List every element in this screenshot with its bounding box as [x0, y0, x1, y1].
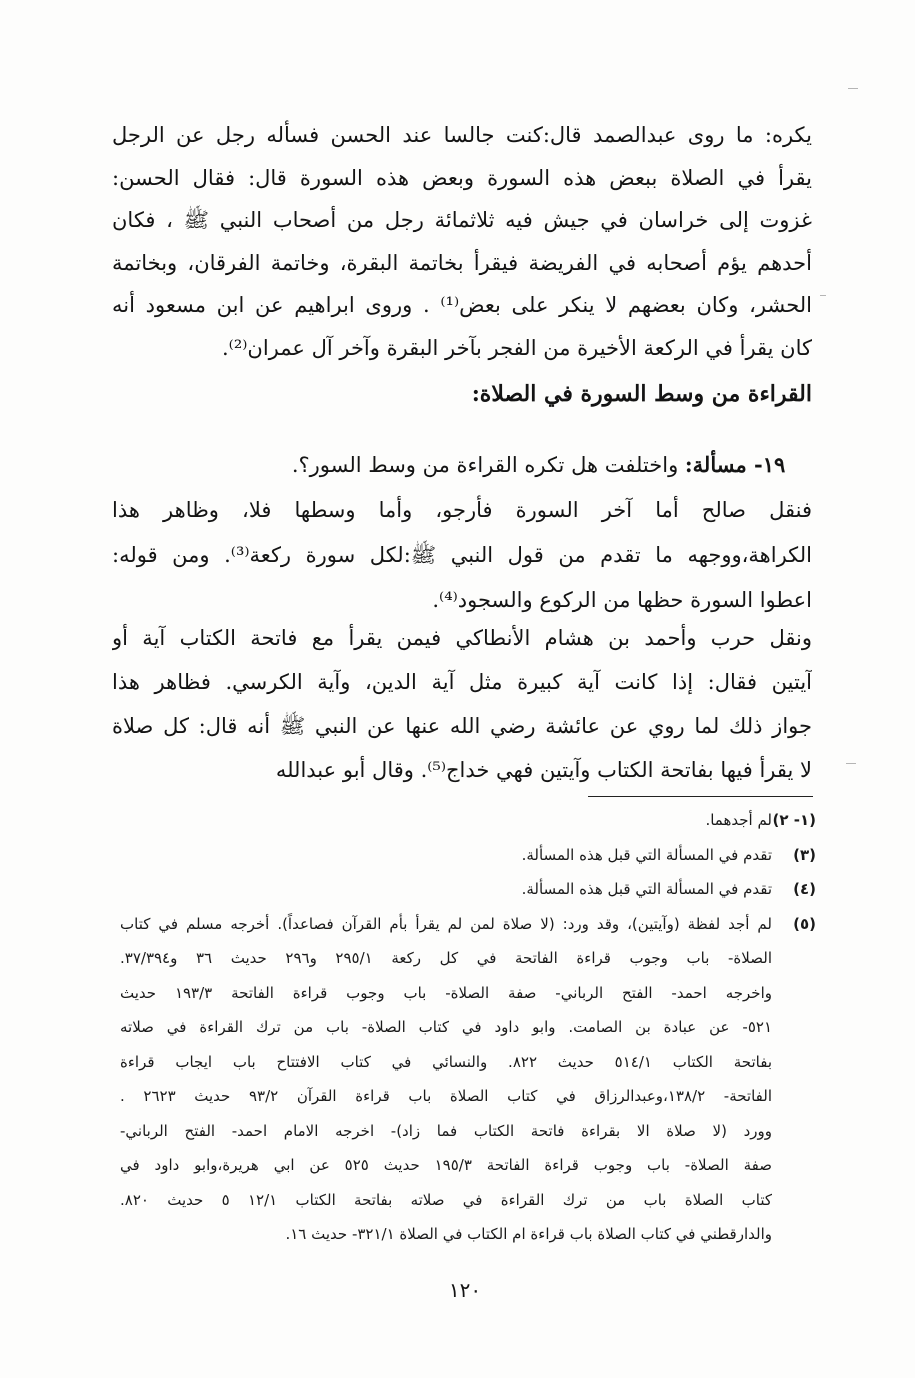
- text-line: يقرأ في الصلاة ببعض هذه السورة وبعض هذه السورة قال: فقال الحسن:: [112, 165, 812, 190]
- footnote-line: الفاتحة- ١٣٨/٢،وعبدالرزاق في كتاب الصلاة باب قراءة القرآن ٩٣/٢ حديث ٢٦٢٣ .: [120, 1087, 772, 1105]
- text-line: يكره: ما روى عبدالصمد قال:كنت جالسا عند الحسن فسأله رجل عن الرجل: [112, 123, 812, 147]
- footnote: [120, 907, 816, 1252]
- text-line: غزوت إلى خراسان في جيش فيه ثلاثمائة رجل من أصحاب النبي ﷺ ، فكان: [112, 208, 812, 232]
- text-line: جواز ذلك لما روي عن عائشة رضي الله عنها عن النبي ﷺ أنه قال: كل صلاة: [112, 714, 812, 738]
- question-number: ١٩- مسألة:: [684, 452, 786, 477]
- footnote-line: تقدم في المسألة التي قبل هذه المسألة.: [521, 880, 772, 898]
- text-line: أحدهم يؤم أصحابه في الفريضة فيقرأ بخاتمة البقرة، وخاتمة الفرقان، وبخاتمة: [112, 250, 812, 275]
- footnote-text: [120, 838, 772, 873]
- paragraph-1: [112, 114, 812, 369]
- footnote-line: والدارقطني في كتاب الصلاة باب قراءة ام الكتاب في الصلاة ٣٢١/١- حديث ١٦.: [285, 1225, 772, 1243]
- text-line: فنقل صالح أما آخر السورة فأرجو، وأما وسطها فلا، وظاهر هذا: [112, 498, 812, 522]
- text-line: الكراهة،ووجهه ما تقدم من قول النبي ﷺ:لكل سورة ركعة⁽³⁾. ومن قوله:: [112, 543, 812, 567]
- text-line: كان يقرأ في الركعة الأخيرة من الفجر بآخر البقرة وآخر آل عمران⁽²⁾.: [221, 335, 812, 360]
- footnote-number: (٣): [793, 845, 816, 864]
- scan-speck: [820, 295, 826, 296]
- footnote-number: (١- ٢): [772, 811, 816, 829]
- footnote-line: الصلاة- باب وجوب قراءة الفاتحة في كل ركعة ٢٩٥/١ و٢٩٦ حديث ٣٦ و٣٧/٣٩٤.: [120, 949, 772, 967]
- footnote-separator: [588, 796, 813, 797]
- scan-speck: [848, 88, 858, 89]
- text-line: [112, 442, 812, 488]
- text-line: الحشر، وكان بعضهم لا ينكر على بعض⁽¹⁾ . وروى ابراهيم عن ابن مسعود أنه: [112, 293, 812, 317]
- paragraph-3: [112, 616, 812, 792]
- page-number: ١٢٠: [448, 1278, 482, 1302]
- section-heading: القراءة من وسط السورة في الصلاة:: [471, 381, 812, 407]
- text-line: ونقل حرب وأحمد بن هشام الأنطاكي فيمن يقرأ مع فاتحة الكتاب آية أو: [112, 626, 812, 650]
- footnote-line: لم أجد لفظة (وآيتين)، وقد ورد: (لا صلاة لمن لم يقرأ بأم القرآن فصاعداً). أخرجه مسلم في كتاب: [120, 914, 772, 933]
- question-text: واختلفت هل تكره القراءة من وسط السور؟.: [291, 453, 679, 477]
- text-line: لا يقرأ فيها بفاتحة الكتاب وآيتين فهي خداج⁽⁵⁾. وقال أبو عبدالله: [275, 758, 812, 782]
- footnote-line: ٥٢١- عن عبادة بن الصامت. وابو داود في كتاب الصلاة- باب من ترك القراءة في صلاته: [120, 1018, 772, 1036]
- footnote-text: [120, 803, 772, 838]
- scan-speck: [846, 763, 856, 764]
- footnote-line: صفة الصلاة- باب وجوب قراءة الفاتحة ١٩٥/٣ حديث ٥٢٥ عن ابي هريرة،وابو داود في: [120, 1156, 772, 1174]
- footnote-number: (٤): [793, 880, 816, 898]
- footnote-line: بفاتحة الكتاب ٥١٤/١ حديث ٨٢٢. والنسائي في كتاب الافتتاح باب ايجاب قراءة: [120, 1052, 772, 1071]
- paragraph-2: [112, 442, 812, 623]
- footnote-number: (٥): [793, 914, 816, 933]
- footnote: [120, 872, 816, 907]
- footnote-line: تقدم في المسألة التي قبل هذه المسألة.: [521, 845, 772, 864]
- footnote-line: لم أجدهما.: [705, 811, 772, 829]
- footnotes: [120, 803, 816, 1252]
- footnote-line: كتاب الصلاة باب من ترك القراءة في صلاته بفاتحة الكتاب ١٢/١ ٥ حديث ٨٢٠.: [120, 1190, 772, 1209]
- footnote-line: واخرجه احمد- الفتح الرباني- صفة الصلاة- باب وجوب قراءة الفاتحة ١٩٣/٣ حديث: [120, 983, 772, 1002]
- text-line: اعطوا السورة حظها من الركوع والسجود⁽⁴⁾.: [432, 588, 812, 612]
- text-line: آيتين فقال: إذا كانت آية كبيرة مثل آية الدين، وآية الكرسي. فظاهر هذا: [112, 670, 812, 694]
- footnote: [120, 838, 816, 873]
- footnote-text: [120, 907, 772, 1252]
- footnote-line: وورد (لا صلاة الا بقراءة فاتحة الكتاب فما زاد)- اخرجه الامام احمد- الفتح الرباني-: [120, 1121, 772, 1140]
- footnote-text: [120, 872, 772, 907]
- footnote: [120, 803, 816, 838]
